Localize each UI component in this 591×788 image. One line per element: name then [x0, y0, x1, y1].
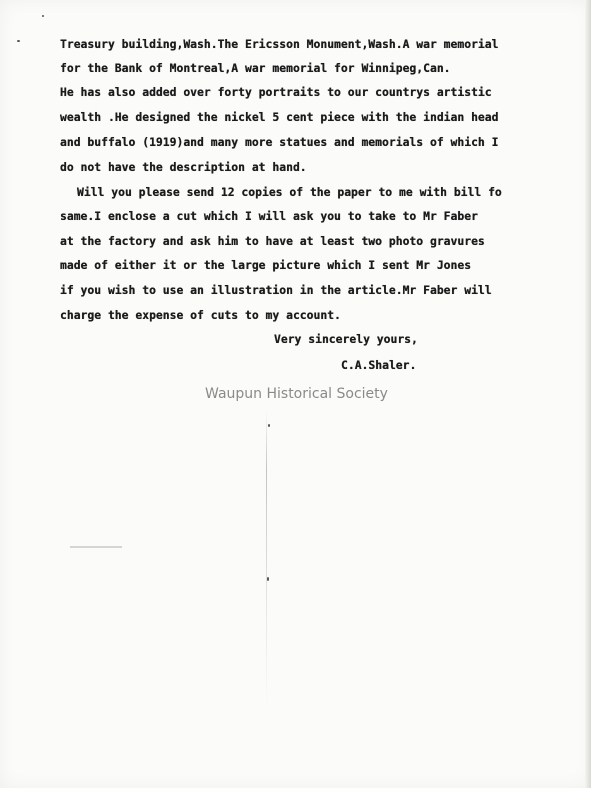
archive-watermark: Waupun Historical Society	[205, 386, 388, 402]
letter-line-7: Will you please send 12 copies of the paper to me with bill fo	[77, 186, 502, 199]
ink-speck	[267, 577, 269, 581]
letter-line-3: He has also added over forty portraits to our countrys artistic	[60, 86, 492, 99]
letter-line-9: at the factory and ask him to have at least two photo gravures	[60, 235, 485, 248]
letter-signature: C.A.Shaler.	[341, 359, 417, 372]
page-edge-shadow	[585, 0, 591, 788]
letter-line-5: and buffalo (1919)and many more statues and memorials of which I	[60, 136, 499, 149]
ink-speck	[268, 424, 270, 427]
letter-line-11: if you wish to use an illustration in the article.Mr Faber will	[60, 284, 492, 297]
letter-line-10: made of either it or the large picture which I sent Mr Jones	[60, 259, 472, 272]
ink-speck	[42, 15, 44, 17]
letter-line-12: charge the expense of cuts to my account.	[60, 309, 341, 322]
ink-speck	[17, 40, 20, 42]
letter-line-2: for the Bank of Montreal,A war memorial for Winnipeg,Can.	[60, 62, 451, 75]
letter-line-6: do not have the description at hand.	[60, 161, 307, 174]
letter-line-1: Treasury building,Wash.The Ericsson Monument,Wash.A war memorial	[60, 38, 499, 51]
paper-smudge	[70, 546, 122, 548]
letter-line-8: same.I enclose a cut which I will ask you to take to Mr Faber	[60, 210, 478, 223]
letter-closing: Very sincerely yours,	[274, 333, 418, 346]
letter-line-4: wealth .He designed the nickel 5 cent piece with the indian head	[60, 111, 499, 124]
paper-fold-line	[266, 410, 267, 710]
